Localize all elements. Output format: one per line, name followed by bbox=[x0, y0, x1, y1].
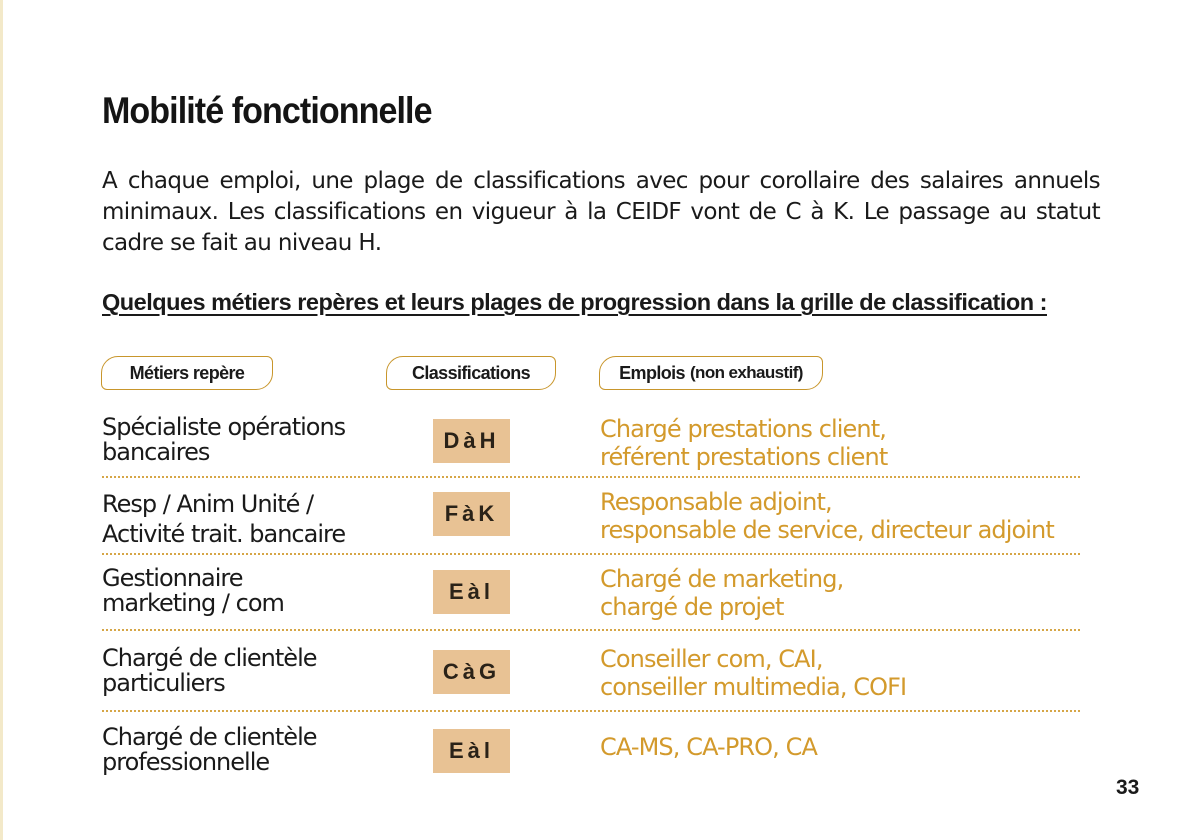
row-divider bbox=[102, 553, 1080, 555]
column-header-classifications bbox=[386, 356, 556, 390]
emplois-text: Conseiller com, CAI, conseiller multimedia, COFI bbox=[600, 645, 907, 701]
row-divider bbox=[102, 710, 1080, 712]
metier-name: Resp / Anim Unité / Activité trait. bancaire bbox=[102, 490, 346, 548]
column-header-emplois-note: (non exhaustif) bbox=[689, 363, 803, 382]
metier-name: Gestionnaire marketing / com bbox=[102, 564, 284, 617]
page-number: 33 bbox=[1116, 776, 1140, 799]
column-header-metiers bbox=[101, 356, 273, 390]
classification-badge: FàK bbox=[433, 492, 510, 536]
metier-name: Chargé de clientèle professionnelle bbox=[102, 723, 317, 776]
metier-name: Chargé de clientèle particuliers bbox=[102, 644, 317, 697]
emplois-text: Chargé prestations client, référent prestations client bbox=[600, 415, 888, 471]
row-divider bbox=[102, 476, 1080, 478]
classification-badge: DàH bbox=[433, 419, 510, 463]
classification-badge: Eàl bbox=[433, 570, 510, 614]
classification-badge: Eàl bbox=[433, 729, 510, 773]
section-subheading: Quelques métiers repères et leurs plages de progression dans la grille de classification : bbox=[102, 289, 1047, 315]
intro-paragraph: A chaque emploi, une plage de classifications avec pour corollaire des salaires annuels minimaux. Les classifications en vigueur à la CEIDF vont de C à K. Le passage au statut cadre se fait au niveau H. bbox=[102, 168, 1100, 256]
emplois-text: CA-MS, CA-PRO, CA bbox=[600, 733, 817, 761]
page-edge-strip bbox=[0, 0, 3, 840]
column-header-emplois bbox=[599, 356, 823, 390]
emplois-text: Responsable adjoint, responsable de service, directeur adjoint bbox=[600, 488, 1054, 544]
page-title: Mobilité fonctionnelle bbox=[102, 90, 432, 131]
classification-badge: CàG bbox=[433, 650, 510, 694]
column-header-emplois-label: Emplois bbox=[619, 362, 685, 383]
column-header-classifications-label: Classifications bbox=[411, 362, 531, 383]
metier-name: Spécialiste opérations bancaires bbox=[102, 413, 346, 466]
row-divider bbox=[102, 629, 1080, 631]
emplois-text: Chargé de marketing, chargé de projet bbox=[600, 565, 844, 621]
column-header-metiers-label: Métiers repère bbox=[129, 362, 245, 383]
